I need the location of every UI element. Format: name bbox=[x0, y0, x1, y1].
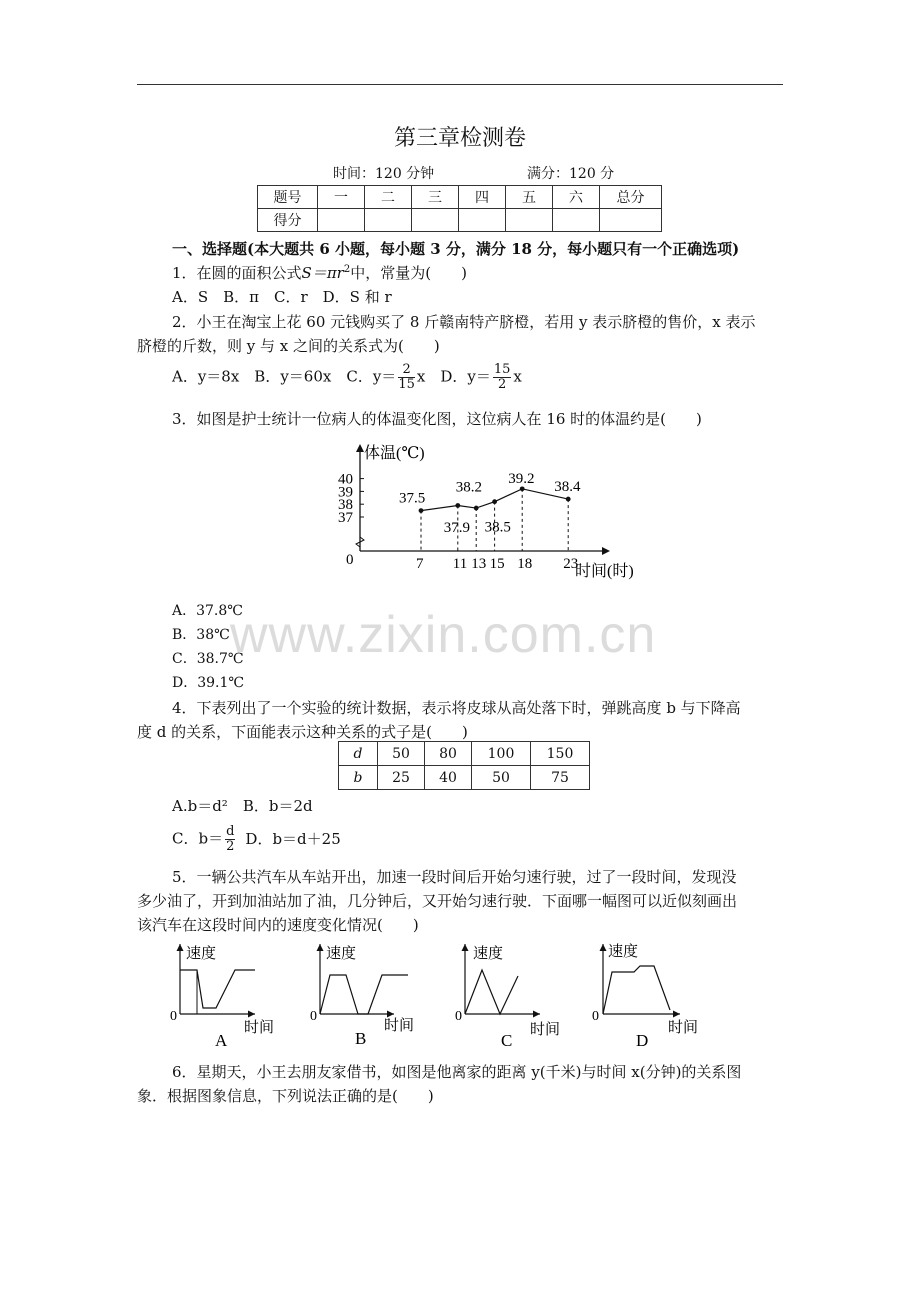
q2-opt-c-tail: x D．y＝ bbox=[416, 367, 491, 386]
q2-line2: 脐橙的斤数，则 y 与 x 之间的关系式为( ) bbox=[137, 337, 440, 355]
x-axis-arrow bbox=[602, 547, 610, 555]
frac-numerator: d bbox=[226, 824, 235, 839]
q1-formula-sup: 2 bbox=[343, 264, 351, 275]
q4-opt-c-head: C．b＝ bbox=[172, 829, 224, 848]
frac-numerator: 2 bbox=[398, 363, 415, 378]
x-tick-label: 13 bbox=[471, 556, 487, 572]
graph-d bbox=[592, 942, 698, 1050]
x-tick-label: 7 bbox=[416, 556, 424, 572]
q4-options-ab: A.b＝d² B．b＝2d bbox=[172, 797, 313, 815]
q3-option-c: C．38.7℃ bbox=[172, 651, 244, 667]
data-label: 38.5 bbox=[484, 519, 511, 536]
score-cell[interactable] bbox=[459, 209, 506, 232]
score-table bbox=[257, 185, 662, 232]
y-tick-label: 38 bbox=[338, 497, 353, 514]
q5-line1: 5．一辆公共汽车从车站开出，加速一段时间后开始匀速行驶，过了一段时间，发现没 bbox=[172, 868, 737, 886]
q3-option-a: A．37.8℃ bbox=[172, 603, 243, 619]
graph-b-letter: B bbox=[355, 1029, 367, 1048]
q4-line2: 度 d 的关系，下面能表示这种关系的式子是( ) bbox=[137, 723, 468, 741]
q6-line2: 象．根据图象信息，下列说法正确的是( ) bbox=[137, 1087, 434, 1105]
q2-frac-c bbox=[398, 363, 415, 392]
data-label: 39.2 bbox=[508, 470, 535, 487]
score-table-row bbox=[258, 209, 662, 232]
graph-c-letter: C bbox=[501, 1031, 513, 1050]
q4-cell: 50 bbox=[378, 742, 425, 766]
y-tick-label: 37 bbox=[338, 510, 353, 526]
q3-option-b: B．38℃ bbox=[172, 627, 230, 643]
watermark: www.zixin.com.cn bbox=[230, 606, 657, 664]
score-header-cell: 六 bbox=[553, 186, 600, 209]
q4-data-table bbox=[338, 741, 590, 790]
y-tick-label: 39 bbox=[338, 484, 353, 501]
q4-line1: 4．下表列出了一个实验的统计数据，表示将皮球从高处落下时，弹跳高度 b 与下降高 bbox=[172, 699, 741, 717]
score-header-cell: 二 bbox=[365, 186, 412, 209]
graph-a-origin: 0 bbox=[170, 1009, 177, 1024]
q5-line3: 该汽车在这段时间内的速度变化情况( ) bbox=[137, 916, 419, 934]
data-point bbox=[474, 506, 479, 511]
score-cell[interactable] bbox=[600, 209, 662, 232]
chart-marks bbox=[338, 444, 634, 580]
score-cell[interactable] bbox=[412, 209, 459, 232]
page-title: 第三章检测卷 bbox=[393, 126, 526, 151]
q4-frac bbox=[225, 825, 235, 854]
graph-b-xlabel: 时间 bbox=[384, 1018, 415, 1034]
y-axis-label: 体温(℃) bbox=[364, 445, 425, 462]
x-tick-label: 11 bbox=[452, 556, 468, 572]
graph-b bbox=[310, 944, 414, 1048]
q1-stem-b: 中，常量为( ) bbox=[350, 264, 467, 282]
q4-table-row bbox=[339, 766, 590, 790]
graph-a bbox=[170, 944, 274, 1050]
score-header-cell: 总分 bbox=[600, 186, 662, 209]
q6-line1: 6．星期天，小王去朋友家借书，如图是他离家的距离 y(千米)与时间 x(分钟)的关系图 bbox=[172, 1063, 742, 1081]
q4-cell: 150 bbox=[531, 742, 590, 766]
top-rule bbox=[137, 84, 783, 85]
score-cell[interactable] bbox=[506, 209, 553, 232]
graph-a-letter: A bbox=[215, 1031, 228, 1050]
score-row-label: 得分 bbox=[258, 209, 318, 232]
speed-graphs bbox=[160, 938, 720, 1056]
y-tick-label: 40 bbox=[338, 471, 353, 488]
graph-c bbox=[455, 944, 560, 1050]
q1-options: A．S B．π C．r D．S 和 r bbox=[172, 288, 392, 306]
graph-d-letter: D bbox=[636, 1031, 649, 1050]
graph-b-origin: 0 bbox=[310, 1009, 317, 1024]
q5-line2: 多少油了，开到加油站加了油，几分钟后，又开始匀速行驶．下面哪一幅图可以近似刻画出 bbox=[137, 892, 738, 910]
data-point bbox=[455, 503, 460, 508]
score-header-cell: 四 bbox=[459, 186, 506, 209]
data-point bbox=[419, 508, 424, 513]
score-cell[interactable] bbox=[318, 209, 365, 232]
origin-label: 0 bbox=[346, 552, 354, 568]
frac-denominator: 2 bbox=[226, 839, 235, 854]
temperature-chart bbox=[330, 440, 650, 582]
q3-option-d: D．39.1℃ bbox=[172, 675, 245, 691]
graph-b-ylabel: 速度 bbox=[326, 946, 357, 962]
y-axis-arrow bbox=[356, 444, 364, 452]
q4-cell: d bbox=[353, 745, 363, 762]
graph-d-xlabel: 时间 bbox=[668, 1020, 699, 1036]
data-label: 37.9 bbox=[443, 520, 471, 537]
data-point bbox=[492, 499, 497, 504]
q4-cell: 25 bbox=[378, 766, 425, 790]
q2-line1: 2．小王在淘宝上花 60 元钱购买了 8 斤赣南特产脐橙，若用 y 表示脐橙的售价，x 表示 bbox=[172, 313, 756, 331]
score-cell[interactable] bbox=[365, 209, 412, 232]
q1-stem bbox=[172, 262, 467, 283]
q3-stem: 3．如图是护士统计一位病人的体温变化图，这位病人在 16 时的体温约是( ) bbox=[172, 410, 702, 428]
section1-title: 一、选择题(本大题共 6 小题，每小题 3 分，满分 18 分，每小题只有一个正确选项) bbox=[172, 240, 740, 258]
graph-d-origin: 0 bbox=[592, 1009, 599, 1024]
q1-stem-a: 1．在圆的面积公式 bbox=[172, 264, 302, 282]
q4-cell: 80 bbox=[425, 742, 472, 766]
time-label: 时间：120 分钟 bbox=[333, 166, 435, 182]
graph-a-xlabel: 时间 bbox=[244, 1020, 275, 1036]
q4-cell: 50 bbox=[472, 766, 531, 790]
q4-cell: 75 bbox=[531, 766, 590, 790]
frac-denominator: 2 bbox=[497, 377, 507, 392]
q4-cell: b bbox=[353, 769, 363, 786]
graph-c-ylabel: 速度 bbox=[473, 946, 504, 962]
score-header-cell: 一 bbox=[318, 186, 365, 209]
data-label: 38.4 bbox=[554, 479, 581, 496]
q4-options-cd bbox=[172, 825, 341, 854]
score-header-cell: 三 bbox=[412, 186, 459, 209]
score-cell[interactable] bbox=[553, 209, 600, 232]
frac-numerator: 15 bbox=[493, 362, 511, 377]
x-tick-label: 18 bbox=[517, 556, 533, 572]
q1-formula: S＝πr bbox=[301, 264, 344, 282]
q2-options bbox=[172, 363, 522, 392]
data-label: 37.5 bbox=[399, 490, 426, 507]
q4-cell: 40 bbox=[425, 766, 472, 790]
q2-frac-d bbox=[493, 363, 512, 392]
data-point bbox=[566, 497, 571, 502]
q4-cell: 100 bbox=[472, 742, 531, 766]
data-point bbox=[520, 486, 525, 491]
q2-opt-d-tail: x bbox=[513, 367, 522, 386]
x-tick-label: 15 bbox=[489, 556, 505, 572]
score-header-cell: 题号 bbox=[258, 186, 318, 209]
x-axis-label: 时间(时) bbox=[575, 563, 634, 580]
x-tick-label: 23 bbox=[563, 556, 579, 572]
q4-table-row bbox=[339, 742, 590, 766]
score-table-header-row bbox=[258, 186, 662, 209]
graph-c-origin: 0 bbox=[455, 1009, 462, 1024]
frac-denominator: 15 bbox=[398, 377, 415, 392]
graph-c-xlabel: 时间 bbox=[530, 1022, 561, 1038]
graph-a-ylabel: 速度 bbox=[186, 946, 217, 962]
q4-opt-d: D．b＝d＋25 bbox=[245, 829, 341, 848]
q2-opt-a: A．y＝8x B．y＝60x C．y＝ bbox=[172, 367, 397, 386]
graph-d-ylabel: 速度 bbox=[608, 944, 639, 960]
score-header-cell: 五 bbox=[506, 186, 553, 209]
score-label: 满分：120 分 bbox=[527, 166, 615, 182]
data-label: 38.2 bbox=[455, 479, 483, 496]
